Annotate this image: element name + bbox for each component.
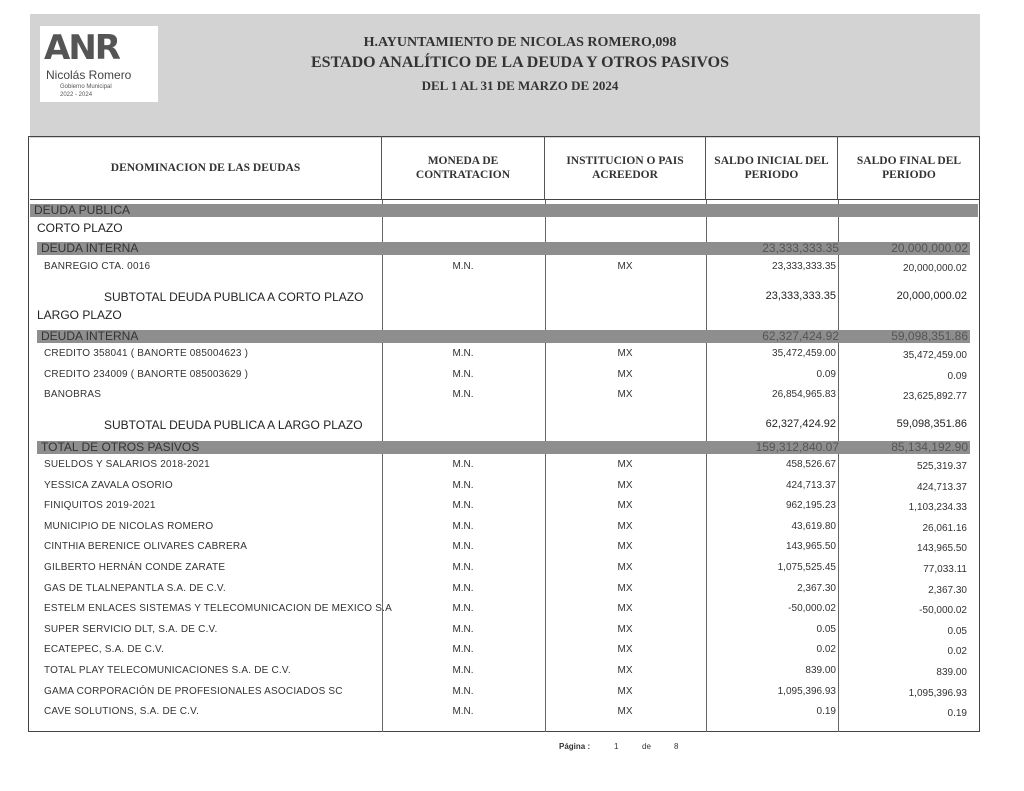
row-saldo-inicial: 839.00 [805,665,836,676]
row-institucion: MX [617,368,633,380]
row-institucion: MX [617,389,633,400]
subtotal-saldo-final: 59,098,351.86 [896,418,967,430]
row-institucion: MX [617,665,633,676]
row-denominacion: CREDITO 358041 ( BANORTE 085004623 ) [44,348,249,359]
row-denominacion: ESTELM ENLACES SISTEMAS Y TELECOMUNICACION DE MEXICO S.A [44,603,392,615]
row-denominacion: TOTAL PLAY TELECOMUNICACIONES S.A. DE C.V. [44,665,291,676]
col-header-saldo-inicial: SALDO INICIAL DEL PERIODO [706,136,838,200]
row-saldo-inicial: 43,619.80 [791,520,836,532]
row-moneda: M.N. [452,582,474,594]
row-saldo-final: 525,319.37 [916,461,967,472]
page-label: Página : [559,742,591,751]
row-moneda: M.N. [452,459,474,470]
row-moneda: M.N. [452,665,474,676]
col-header-saldo-final: SALDO FINAL DEL PERIODO [838,136,980,200]
row-denominacion: ECATEPEC, S.A. DE C.V. [44,644,164,656]
row-denominacion: GAMA CORPORACIÓN DE PROFESIONALES ASOCIADOS SC [44,685,343,697]
row-institucion: MX [617,500,633,512]
row-moneda: M.N. [452,706,474,718]
header-band [30,14,980,138]
band-saldo-inicial: 23,333,333.35 [762,241,839,255]
logo-mark: ANR [44,28,119,68]
table-row [0,459,1024,479]
row-saldo-inicial: 0.02 [816,644,836,656]
row-saldo-inicial: 23,333,333.35 [772,261,836,272]
row-denominacion: MUNICIPIO DE NICOLAS ROMERO [44,520,214,532]
row-saldo-inicial: 143,965.50 [785,541,836,553]
row-moneda: M.N. [452,603,474,615]
subtotal-saldo-final: 20,000,000.02 [896,290,967,302]
row-institucion: MX [617,685,633,697]
band-label: TOTAL DE OTROS PASIVOS [41,440,200,454]
logo-name: Nicolás Romero [46,68,132,82]
row-moneda: M.N. [452,562,474,573]
row-saldo-inicial: 424,713.37 [785,479,836,491]
row-saldo-final: 1,103,234.33 [908,502,967,514]
row-denominacion: GAS DE TLALNEPANTLA S.A. DE C.V. [44,582,226,594]
row-saldo-inicial: 1,075,525.45 [777,562,836,573]
table-row [0,369,1024,389]
table-row [0,261,1024,281]
entity-title: H.AYUNTAMIENTO DE NICOLAS ROMERO,098 [363,35,677,50]
band-total-otros-pasivos [37,441,970,454]
row-denominacion: SUELDOS Y SALARIOS 2018-2021 [44,459,210,470]
row-institucion: MX [617,623,633,635]
row-saldo-final: 23,625,892.77 [903,391,967,402]
table-row [0,665,1024,685]
row-institucion: MX [617,603,633,615]
row-saldo-final: 143,965.50 [916,543,967,555]
col-header-moneda: MONEDA DE CONTRATACION [382,136,545,200]
row-institucion: MX [617,541,633,553]
row-denominacion: SUPER SERVICIO DLT, S.A. DE C.V. [44,623,218,635]
row-moneda: M.N. [452,479,474,491]
row-saldo-final: 0.09 [947,370,967,382]
band-saldo-inicial: 159,312,840.07 [755,440,839,454]
row-saldo-final: 20,000,000.02 [903,263,967,274]
page-of: de [642,742,651,751]
row-institucion: MX [617,644,633,656]
row-moneda: M.N. [452,348,474,359]
row-saldo-inicial: 1,095,396.93 [777,685,836,697]
report-period: DEL 1 AL 31 DE MARZO DE 2024 [421,78,619,93]
row-moneda: M.N. [452,500,474,512]
row-saldo-final: 1,095,396.93 [908,687,967,699]
row-moneda: M.N. [452,541,474,553]
band-label: DEUDA INTERNA [41,329,139,343]
row-denominacion: FINIQUITOS 2019-2021 [44,500,156,512]
section-band-deuda-publica [30,204,978,217]
subtotal-saldo-inicial: 23,333,333.35 [765,290,836,302]
row-institucion: MX [617,261,633,272]
band-saldo-final: 85,134,192.90 [891,440,968,454]
row-moneda: M.N. [452,261,474,272]
row-institucion: MX [617,459,633,470]
row-saldo-final: 2,367.30 [928,584,967,596]
row-moneda: M.N. [452,644,474,656]
row-saldo-final: 0.05 [947,625,967,637]
row-saldo-inicial: 0.19 [816,706,836,718]
report-title: ESTADO ANALÍTICO DE LA DEUDA Y OTROS PASIVOS [311,54,729,71]
subtotal-label: SUBTOTAL DEUDA PUBLICA A LARGO PLAZO [104,418,363,432]
section-label: DEUDA PUBLICA [34,203,131,217]
row-institucion: MX [617,520,633,532]
row-institucion: MX [617,706,633,718]
col-header-institucion: INSTITUCION O PAIS ACREEDOR [545,136,706,200]
section-largo-plazo: LARGO PLAZO [37,308,122,322]
col-header-denominacion: DENOMINACION DE LAS DEUDAS [30,136,382,200]
row-saldo-inicial: 0.05 [816,623,836,635]
row-saldo-inicial: 458,526.67 [785,459,836,470]
row-saldo-final: 0.19 [947,708,967,720]
row-moneda: M.N. [452,623,474,635]
row-denominacion: CAVE SOLUTIONS, S.A. DE C.V. [44,706,200,718]
table-row [0,603,1024,623]
row-saldo-final: 35,472,459.00 [903,350,967,361]
row-denominacion: BANREGIO CTA. 0016 [44,261,151,272]
row-moneda: M.N. [452,389,474,400]
row-saldo-inicial: 26,854,965.83 [772,389,836,400]
page-number: 1 [614,742,619,751]
logo-subtitle: Gobierno Municipal [60,84,112,90]
row-saldo-inicial: 2,367.30 [797,582,836,594]
row-denominacion: GILBERTO HERNÁN CONDE ZARATE [44,562,226,573]
row-saldo-final: 424,713.37 [916,481,967,493]
table-row [0,583,1024,603]
table-row [0,500,1024,520]
band-saldo-final: 59,098,351.86 [891,329,968,343]
section-corto-plazo: CORTO PLAZO [37,221,123,235]
row-saldo-final: 77,033.11 [923,564,967,575]
table-row [0,541,1024,561]
table-row [0,624,1024,644]
row-denominacion: CREDITO 234009 ( BANORTE 085003629 ) [44,368,249,380]
row-institucion: MX [617,562,633,573]
table-row [0,686,1024,706]
logo-years: 2022 - 2024 [60,92,93,98]
table-row [0,389,1024,409]
band-saldo-final: 20,000,000.02 [891,241,968,255]
band-deuda-interna-corto [37,242,970,255]
table-row [0,644,1024,664]
row-saldo-inicial: -50,000.02 [788,603,836,615]
row-institucion: MX [617,348,633,359]
table-row [0,348,1024,368]
municipal-logo [40,26,158,102]
row-saldo-final: 839.00 [936,667,967,678]
row-institucion: MX [617,582,633,594]
row-moneda: M.N. [452,368,474,380]
row-saldo-final: 26,061.16 [922,522,967,534]
row-moneda: M.N. [452,685,474,697]
table-row [0,480,1024,500]
row-saldo-final: 0.02 [947,646,967,658]
subtotal-label: SUBTOTAL DEUDA PUBLICA A CORTO PLAZO [104,290,364,304]
row-denominacion: YESSICA ZAVALA OSORIO [44,479,173,491]
subtotal-saldo-inicial: 62,327,424.92 [765,418,836,430]
band-deuda-interna-largo [37,330,970,343]
row-saldo-inicial: 35,472,459.00 [772,348,836,359]
row-denominacion: BANOBRAS [44,389,102,400]
table-row [0,521,1024,541]
row-moneda: M.N. [452,520,474,532]
page-total: 8 [674,742,679,751]
row-saldo-inicial: 0.09 [816,368,836,380]
row-saldo-final: -50,000.02 [919,605,967,617]
band-label: DEUDA INTERNA [41,241,139,255]
table-row [0,562,1024,582]
row-saldo-inicial: 962,195.23 [785,500,836,512]
row-denominacion: CINTHIA BERENICE OLIVARES CABRERA [44,541,248,553]
band-saldo-inicial: 62,327,424.92 [762,329,839,343]
table-row [0,706,1024,726]
row-institucion: MX [617,479,633,491]
